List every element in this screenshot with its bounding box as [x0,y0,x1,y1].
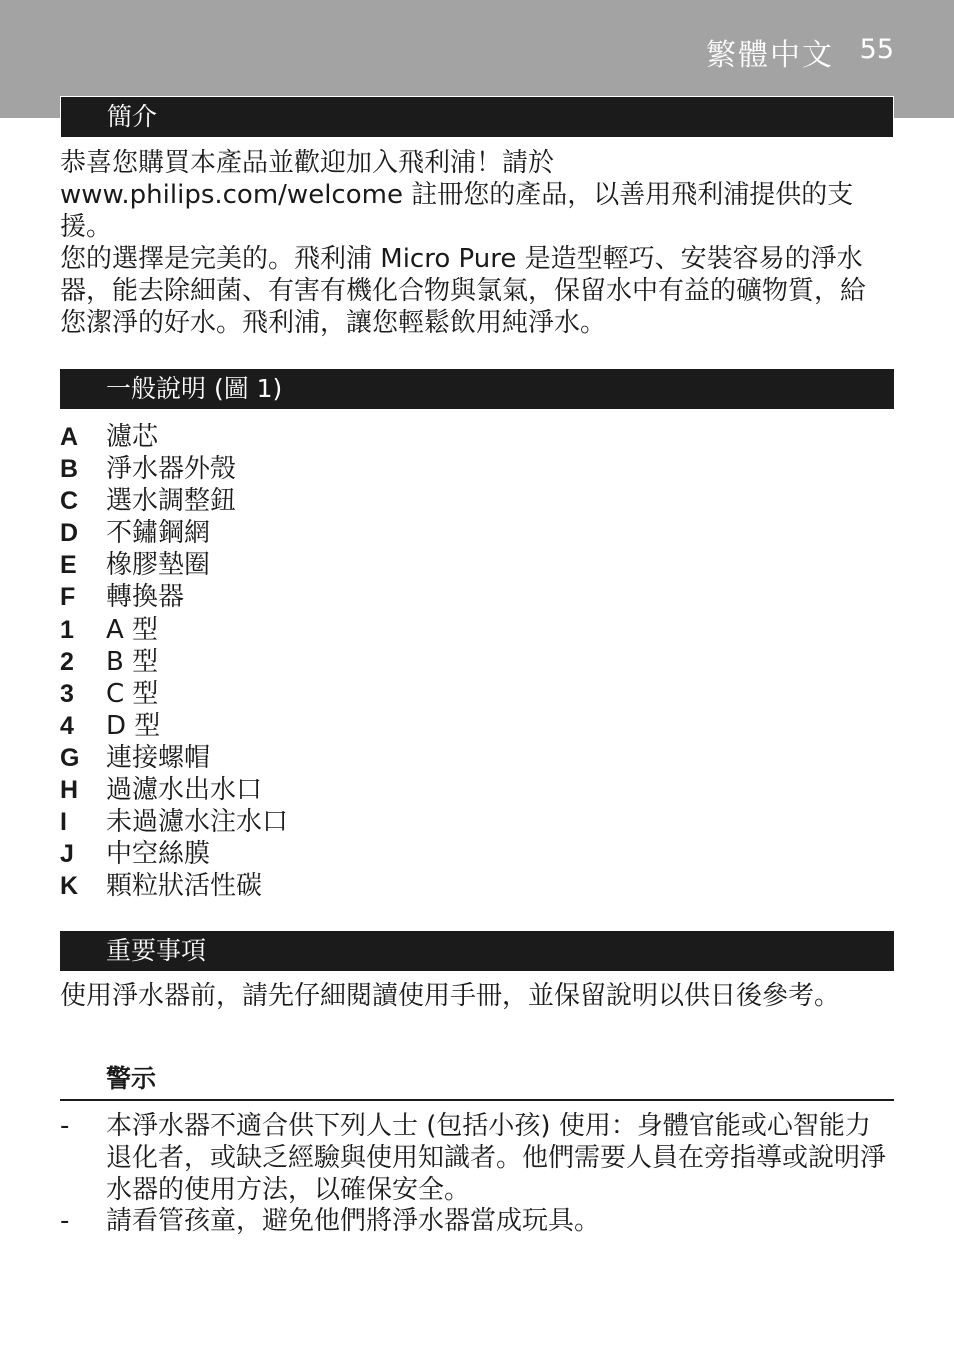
part-key: 3 [60,679,74,708]
header-language: 繁體中文 [706,38,834,73]
warning-text: 本淨水器不適合供下列人士 (包括小孩) 使用：身體官能或心智能力退化者，或缺乏經驗與使用知識者。他們需要人員在旁指導或說明淨水器的使用方法，以確保安全。 [106,1111,887,1205]
list-item [60,1206,894,1238]
intro-paragraph-1: 恭喜您購買本產品並歡迎加入飛利浦！請於 www.philips.com/welcome 註冊您的產品，以善用飛利浦提供的支援。 [60,148,854,242]
list-item [60,870,288,902]
part-key: H [60,776,79,805]
bullet-dash: - [60,1206,70,1237]
part-key: C [60,487,79,516]
list-item [60,517,288,549]
part-label: 淨水器外殼 [106,454,237,485]
part-label: 顆粒狀活性碳 [106,871,263,902]
part-label: 濾芯 [106,422,159,452]
warning-text: 請看管孩童，避免他們將淨水器當成玩具。 [106,1206,601,1237]
list-item [60,485,288,517]
part-label: 橡膠墊圈 [106,550,211,581]
warning-heading: 警示 [106,1064,157,1093]
part-label: 轉換器 [106,582,185,613]
list-item [60,646,288,678]
bullet-dash: - [60,1111,70,1141]
section-title-important: 重要事項 [60,931,894,971]
list-item [60,453,288,485]
list-item [60,838,288,870]
intro-paragraph-2: 您的選擇是完美的。飛利浦 Micro Pure 是造型輕巧、安裝容易的淨水器，能去除細菌、有害有機化合物與氯氣，保留水中有益的礦物質，給您潔淨的好水。飛利浦，讓您輕鬆飲用純淨水。 [60,244,867,338]
part-key: E [60,551,77,580]
part-label: 過濾水出水口 [106,775,263,806]
page-number: 55 [859,34,894,65]
list-item [60,678,288,710]
part-key: D [60,519,79,548]
part-key: 1 [60,615,74,644]
part-label: D 型 [106,710,161,741]
part-label: 中空絲膜 [106,839,211,870]
list-item [60,549,288,581]
part-label: B 型 [106,646,159,677]
part-key: J [60,840,74,869]
part-label: 不鏽鋼網 [106,518,211,549]
warnings-list [60,1111,894,1238]
part-label: 選水調整鈕 [106,486,237,517]
list-item [60,806,288,838]
section-title-general: 一般說明 (圖 1) [60,369,894,409]
part-label: 未過濾水注水口 [106,807,289,838]
part-key: 2 [60,647,74,676]
part-label: C 型 [106,678,159,709]
part-key: F [60,583,76,612]
part-key: I [60,808,67,837]
part-key: A [60,423,79,451]
part-label: A 型 [106,614,159,645]
part-key: B [60,455,79,484]
warning-divider [60,1099,894,1101]
list-item [60,581,288,613]
part-key: K [60,872,79,901]
list-item [60,774,288,806]
important-paragraph: 使用淨水器前，請先仔細閱讀使用手冊，並保留說明以供日後參考。 [60,981,841,1011]
part-key: G [60,743,80,772]
list-item [60,1111,894,1206]
list-item [60,710,288,742]
part-label: 連接螺帽 [106,742,211,773]
list-item [60,742,288,774]
section-title-intro: 簡介 [60,96,894,138]
list-item [60,421,288,453]
part-key: 4 [60,711,74,740]
parts-list [60,421,288,902]
list-item [60,614,288,646]
